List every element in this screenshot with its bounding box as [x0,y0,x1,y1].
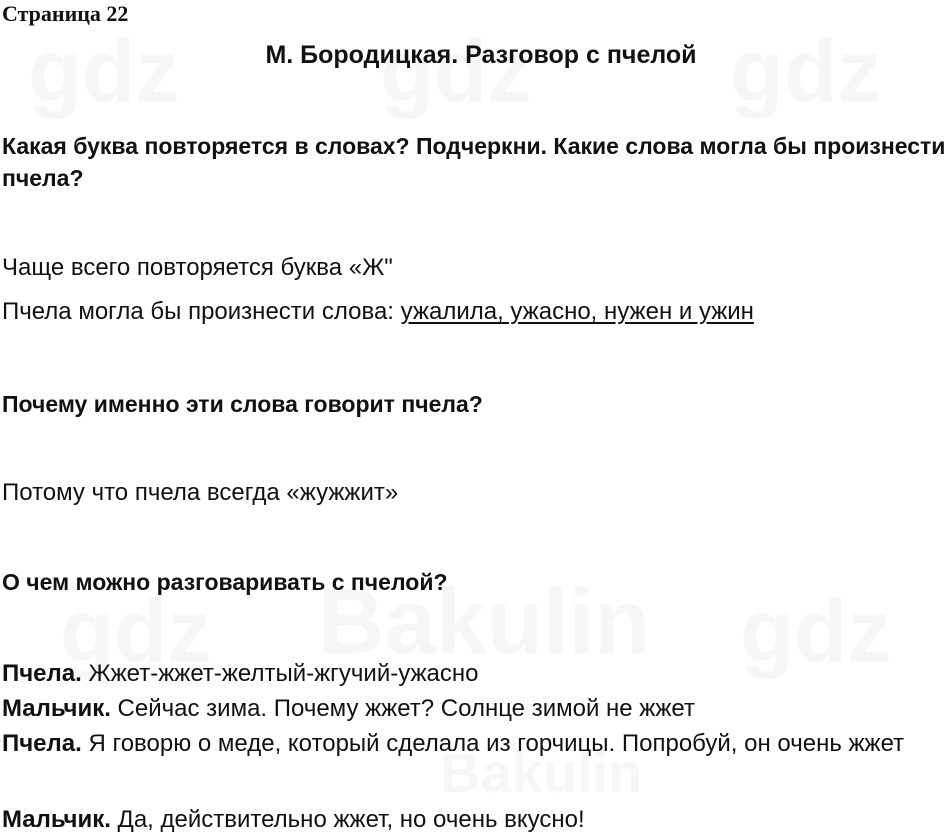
dialog-speaker: Пчела. [2,730,82,757]
question-2: Почему именно эти слова говорит пчела? [2,391,483,417]
answer-1-line-2 [2,296,945,328]
answer-2: Потому что пчела всегда «жужжит» [2,479,399,506]
dialog-line-4 [2,804,945,835]
answer-1-prefix: Пчела могла бы произнести слова: [2,298,401,325]
page-title: М. Бородицкая. Разговор с пчелой [265,41,697,69]
answer-1-line-1: Чаще всего повторяется буква «Ж" [2,254,393,281]
question-1: Какая буква повторяется в словах? Подчеркни. Какие слова могла бы произнести пчела? [2,133,945,191]
dialog-speaker: Мальчик. [2,806,111,833]
dialog-line-2 [2,693,945,724]
dialog-text: Да, действительно жжет, но очень вкусно! [110,806,585,833]
watermark-gdz-top-center [380,20,532,122]
watermark-gdz-top-left [28,20,180,122]
dialog-speaker: Пчела. [2,660,82,687]
dialog-text: Сейчас зима. Почему жжет? Солнце зимой не жжет [110,695,695,722]
dialog-text: Я говорю о меде, который сделала из горчицы. Попробуй, он очень жжет [81,730,905,757]
dialog-speaker: Мальчик. [2,695,111,722]
answer-1-underlined-words: ужалила, ужасно, нужен и ужин [400,298,754,325]
dialog-line-3 [2,728,945,759]
dialog-text: Жжет-жжет-желтый-жгучий-ужасно [81,660,479,687]
question-3: О чем можно разговаривать с пчелой? [2,569,448,595]
watermark-gdz-top-right [730,20,882,122]
page-label: Страница 22 [2,1,129,26]
dialog-line-1 [2,658,945,689]
